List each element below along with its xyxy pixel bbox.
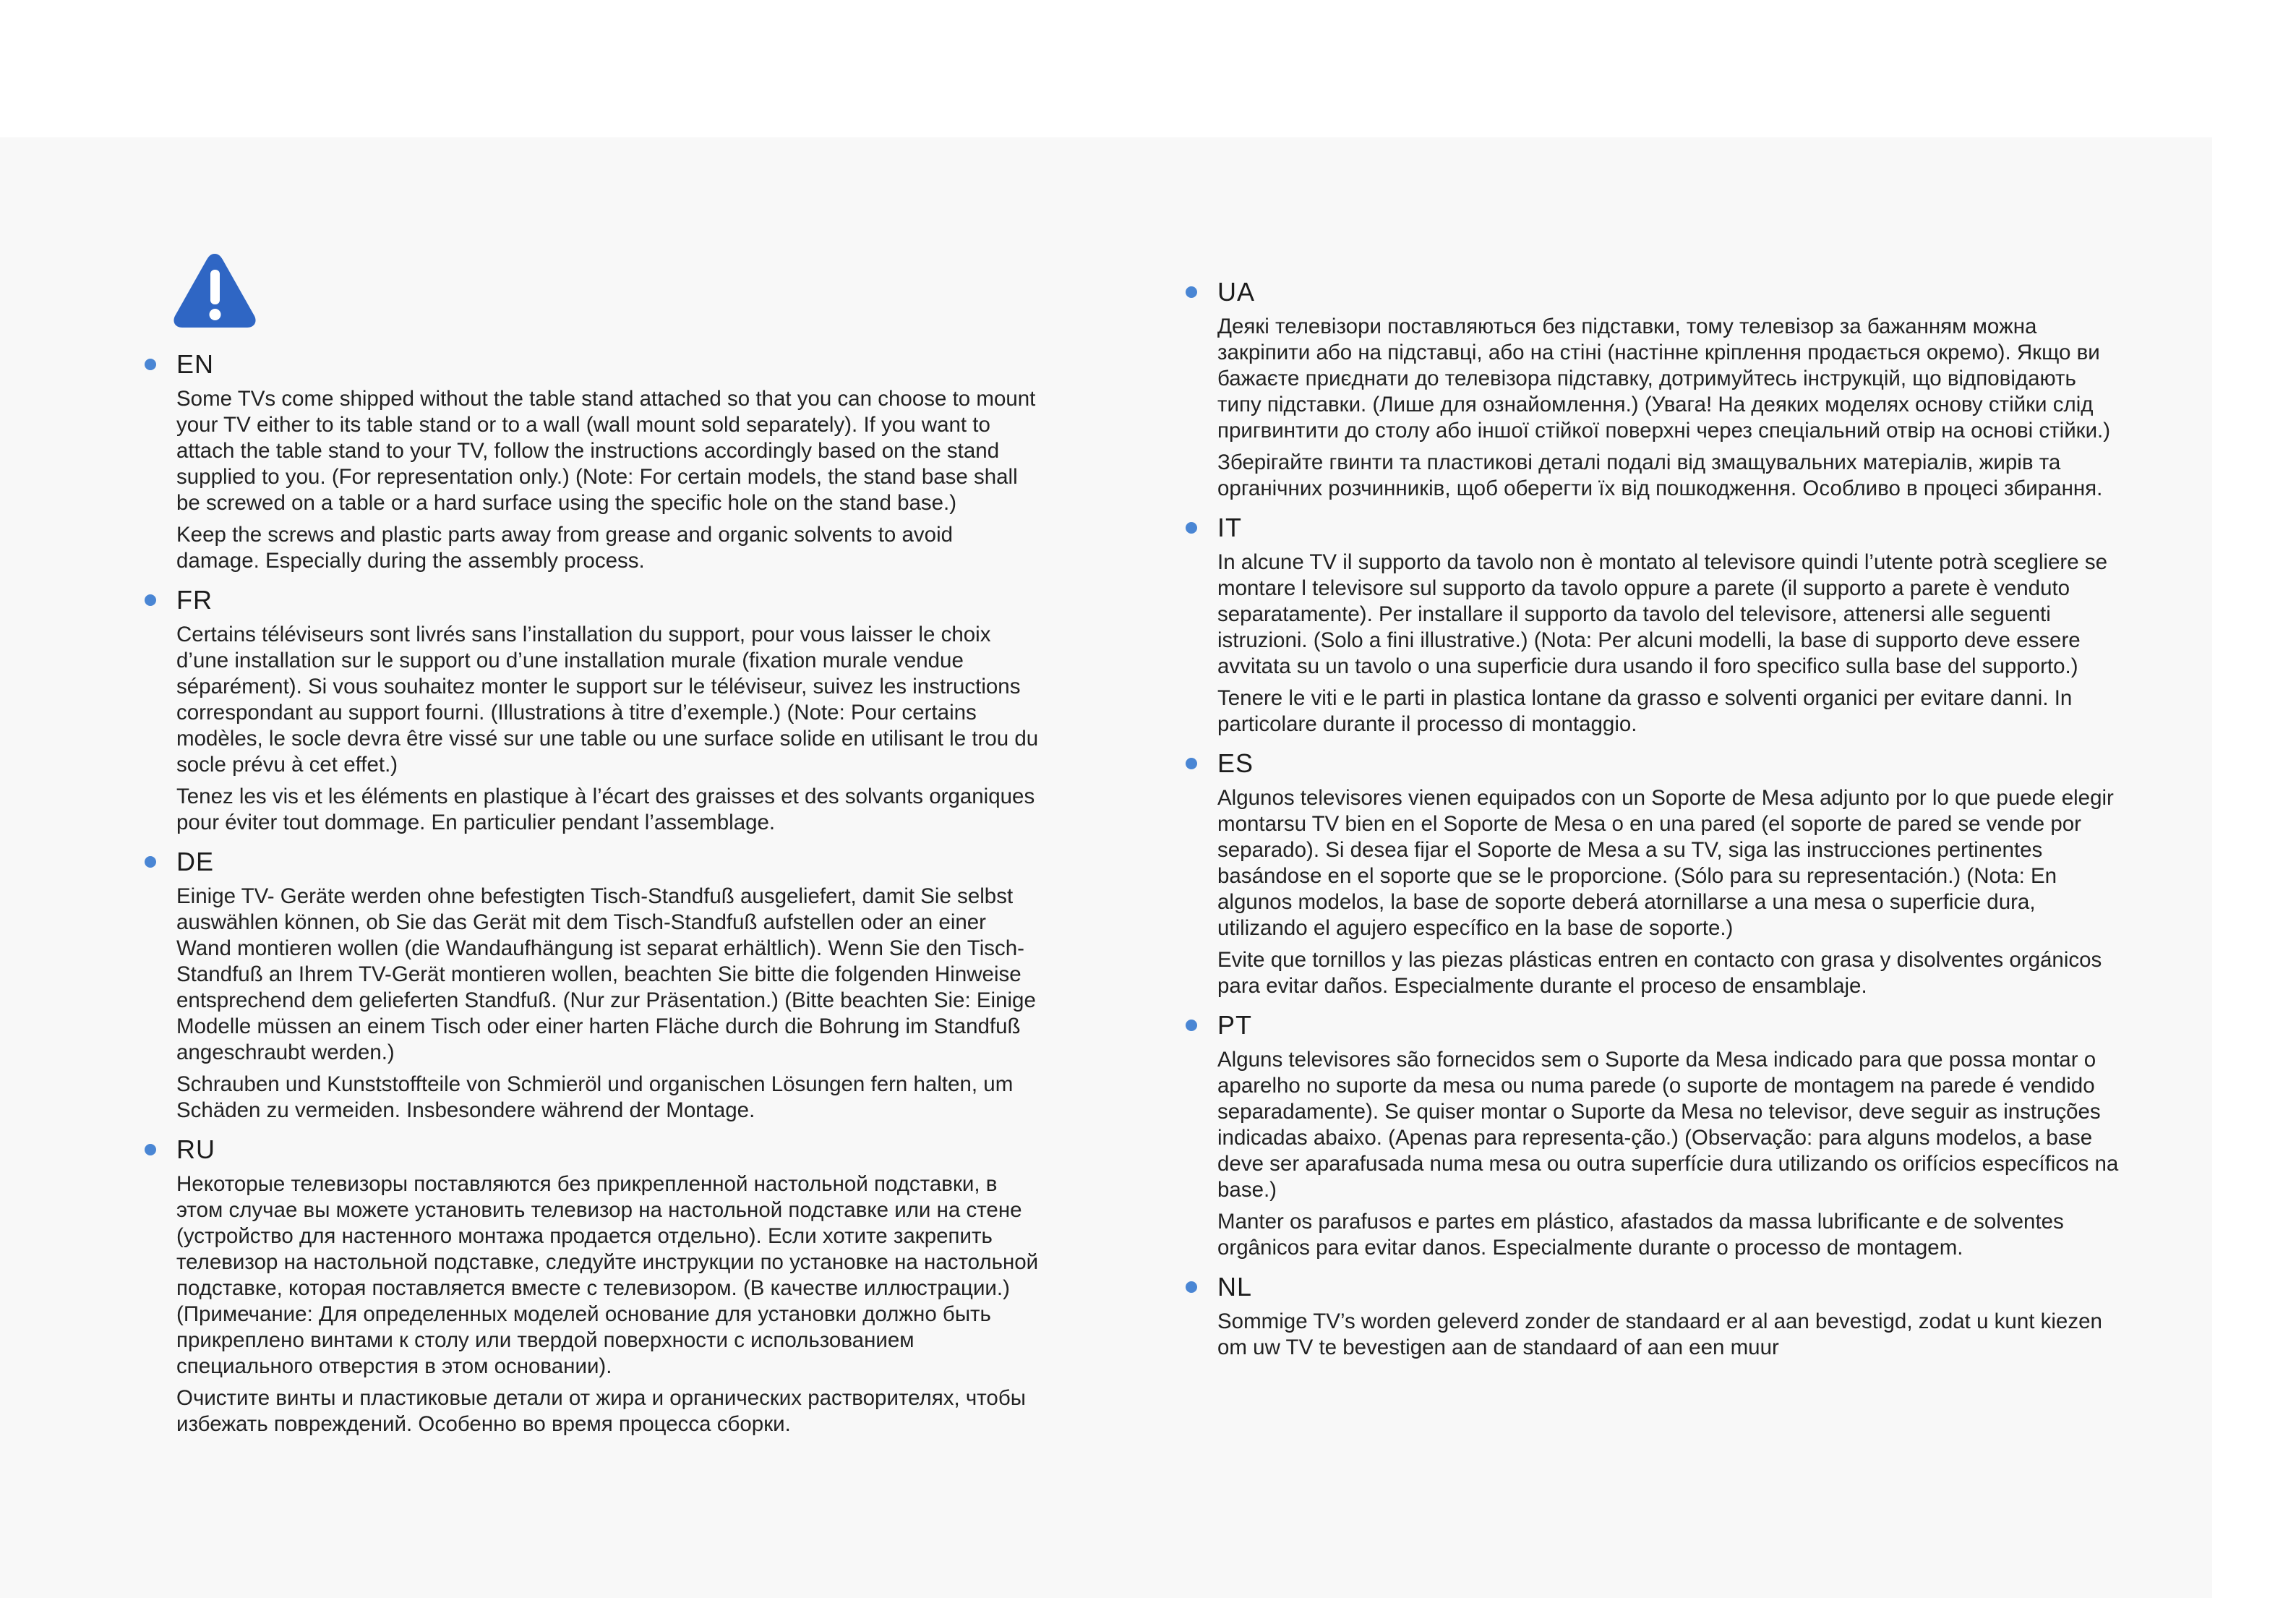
language-code: RU (176, 1134, 215, 1164)
section-heading (1186, 275, 2125, 309)
section-heading (1186, 1270, 2125, 1304)
paragraph: In alcune TV il supporto da tavolo non è montato al televisore quindi l’utente potrà scegliere se montare l televisore sul supporto da tavolo oppure a parete (il supporto a parete è venduto separatamente). Per installare il supporto da tavolo del televisore, attenersi alle seguenti istruzioni. (Solo a fini illustrative.) (Nota: Per alcuni modelli, la base di supporto deve essere avvitata su un tavolo o una superficie dura usando il foro specifico sulla base del supporto.) (1217, 550, 2108, 678)
bullet-icon (145, 359, 156, 370)
left-column (145, 347, 1041, 1446)
paragraph: Alguns televisores são fornecidos sem o Suporte da Mesa indicado para que possa montar o aparelho no suporte da mesa ou numa parede (o suporte de montagem na parede é vendido separadamente). Se quiser montar o Suporte da Mesa no televisor, deve seguir as instruções indicadas abaixo. (Apenas para representa-ção.) (Observação: para alguns modelos, a base deve ser aparafusada numa mesa ou outra superfície dura utilizando os orifícios específicos na base.) (1217, 1048, 2119, 1202)
paragraph: Algunos televisores vienen equipados con un Soporte de Mesa adjunto por lo que puede elegir montarsu TV bien en el Soporte de Mesa o en una pared (el soporte de pared se vende por separado). Si desea fijar el Soporte de Mesa a su TV, siga las instrucciones pertinentes basándose en el soporte que se le proporcione. (Sólo para su representación.) (Nota: En algunos modelos, la base de soporte deberá atornillarse a una mesa o superficie dura, utilizando el agujero específico en la base de soporte.) (1217, 786, 2114, 940)
paragraph: Некоторые телевизоры поставляются без прикрепленной настольной подставки, в этом случае вы можете установить телевизор на настольной подставке или на стене (устройство для настенного монтажа продается отдельно). Если хотите закрепить телевизор на настольной подставке, следуйте инструкции по установке на настольной подставке, которая поставляется вместе с телевизором. (В качестве иллюстрации.) (Примечание: Для определенных моделей основание для установки должно быть прикреплено винтами к столу или твердой поверхности с использованием специального отверстия в этом основании). (176, 1172, 1039, 1378)
section-heading (145, 1132, 1041, 1167)
bullet-icon (1186, 1020, 1197, 1031)
bullet-icon (145, 856, 156, 868)
bullet-icon (145, 594, 156, 606)
section-nl (1186, 1270, 2125, 1361)
paragraph: Зберігайте гвинти та пластикові деталі подалі від змащувальних матеріалів, жирів та органічних розчинників, щоб оберегти їх від пошкодження. Особливо в процесі збирання. (1217, 450, 2103, 500)
bullet-icon (1186, 286, 1197, 298)
section-heading (145, 583, 1041, 617)
paragraph: Деякі телевізори поставляються без підставки, тому телевізор за бажанням можна закріпити або на підставці, або на стіні (настінне кріплення продається окремо). Якщо ви бажаєте приєднати до телевізора підставку, дотримуйтесь інструкцій, що відповідають типу підставки. (Лише для ознайомлення.) (Увага! На деяких моделях основу стійки слід пригвинтити до столу або іншої стійкої поверхні через спеціальний отвір на основі стійки.) (1217, 315, 2111, 443)
bullet-icon (145, 1144, 156, 1155)
paragraph: Certains téléviseurs sont livrés sans l’installation du support, pour vous laisser le choix d’une installation sur le support ou d’une installation murale (fixation murale vendue séparément). Si vous souhaitez monter le support sur le téléviseur, suivez les instructions correspondant au support fourni. (Illustrations à titre d’exemple.) (Note: Pour certains modèles, le socle devra être vissé sur une table ou une surface solide en utilisant le trou du socle prévu à cet effet.) (176, 623, 1039, 777)
section-heading (145, 845, 1041, 879)
language-code: EN (176, 349, 215, 379)
paragraph: Manter os parafusos e partes em plástico, afastados da massa lubrificante e de solventes orgânicos para evitar danos. Especialmente durante o processo de montagem. (1217, 1210, 2064, 1260)
right-column (1186, 275, 2125, 1369)
language-code: FR (176, 585, 213, 615)
section-pt (1186, 1008, 2125, 1261)
section-heading (145, 347, 1041, 382)
language-code: PT (1217, 1010, 1253, 1040)
language-code: IT (1217, 513, 1242, 542)
language-code: ES (1217, 748, 1254, 778)
section-ua (1186, 275, 2125, 502)
section-it (1186, 510, 2125, 738)
warning-triangle-icon (171, 249, 259, 330)
paragraph: Schrauben und Kunststoffteile von Schmieröl und organischen Lösungen fern halten, um Schäden zu vermeiden. Insbesondere während der Montage. (176, 1072, 1014, 1122)
section-de (145, 845, 1041, 1124)
section-es (1186, 746, 2125, 999)
bullet-icon (1186, 1281, 1197, 1293)
bullet-icon (1186, 522, 1197, 534)
section-heading (1186, 1008, 2125, 1043)
section-ru (145, 1132, 1041, 1437)
paragraph: Some TVs come shipped without the table stand attached so that you can choose to mount your TV either to its table stand or to a wall (wall mount sold separately). If you want to attach the table stand to your TV, follow the instructions accordingly based on the stand supplied to you. (For representation only.) (Note: For certain models, the stand base shall be screwed on a table or a hard surface using the specific hole on the stand base.) (176, 387, 1036, 515)
section-heading (1186, 746, 2125, 781)
paragraph: Sommige TV’s worden geleverd zonder de standaard er al aan bevestigd, zodat u kunt kiezen om uw TV te bevestigen aan de standaard of aan een muur (1217, 1309, 2102, 1359)
paragraph: Keep the screws and plastic parts away from grease and organic solvents to avoid damage. Especially during the assembly process. (176, 523, 954, 573)
paragraph: Tenez les vis et les éléments en plastique à l’écart des graisses et des solvants organiques pour éviter tout dommage. En particulier pendant l’assemblage. (176, 785, 1035, 834)
language-code: DE (176, 847, 215, 876)
section-heading (1186, 510, 2125, 545)
paragraph: Очистите винты и пластиковые детали от жира и органических растворителях, чтобы избежать повреждений. Особенно во время процесса сборки. (176, 1386, 1026, 1436)
paragraph: Tenere le viti e le parti in plastica lontane da grasso e solventi organici per evitare danni. In particolare durante il processo di montaggio. (1217, 686, 2073, 736)
section-fr (145, 583, 1041, 836)
paragraph: Einige TV- Geräte werden ohne befestigten Tisch-Standfuß ausgeliefert, damit Sie selbst auswählen können, ob Sie das Gerät mit dem Tisch-Standfuß aufstellen oder an einer Wand montieren wollen (die Wandaufhängung ist separat erhältlich). Wenn Sie den Tisch-Standfuß an Ihrem TV-Gerät montieren wollen, beachten Sie bitte die folgenden Hinweise entsprechend dem gelieferten Standfuß. (Nur zur Präsentation.) (Bitte beachten Sie: Einige Modelle müssen an einem Tisch oder einer harten Fläche durch die Bohrung im Standfuß angeschraubt werden.) (176, 884, 1036, 1064)
paragraph: Evite que tornillos y las piezas plásticas entren en contacto con grasa y disolventes orgánicos para evitar daños. Especialmente durante el proceso de ensamblaje. (1217, 948, 2102, 998)
bullet-icon (1186, 758, 1197, 769)
section-en (145, 347, 1041, 574)
language-code: NL (1217, 1272, 1253, 1302)
language-code: UA (1217, 277, 1256, 307)
